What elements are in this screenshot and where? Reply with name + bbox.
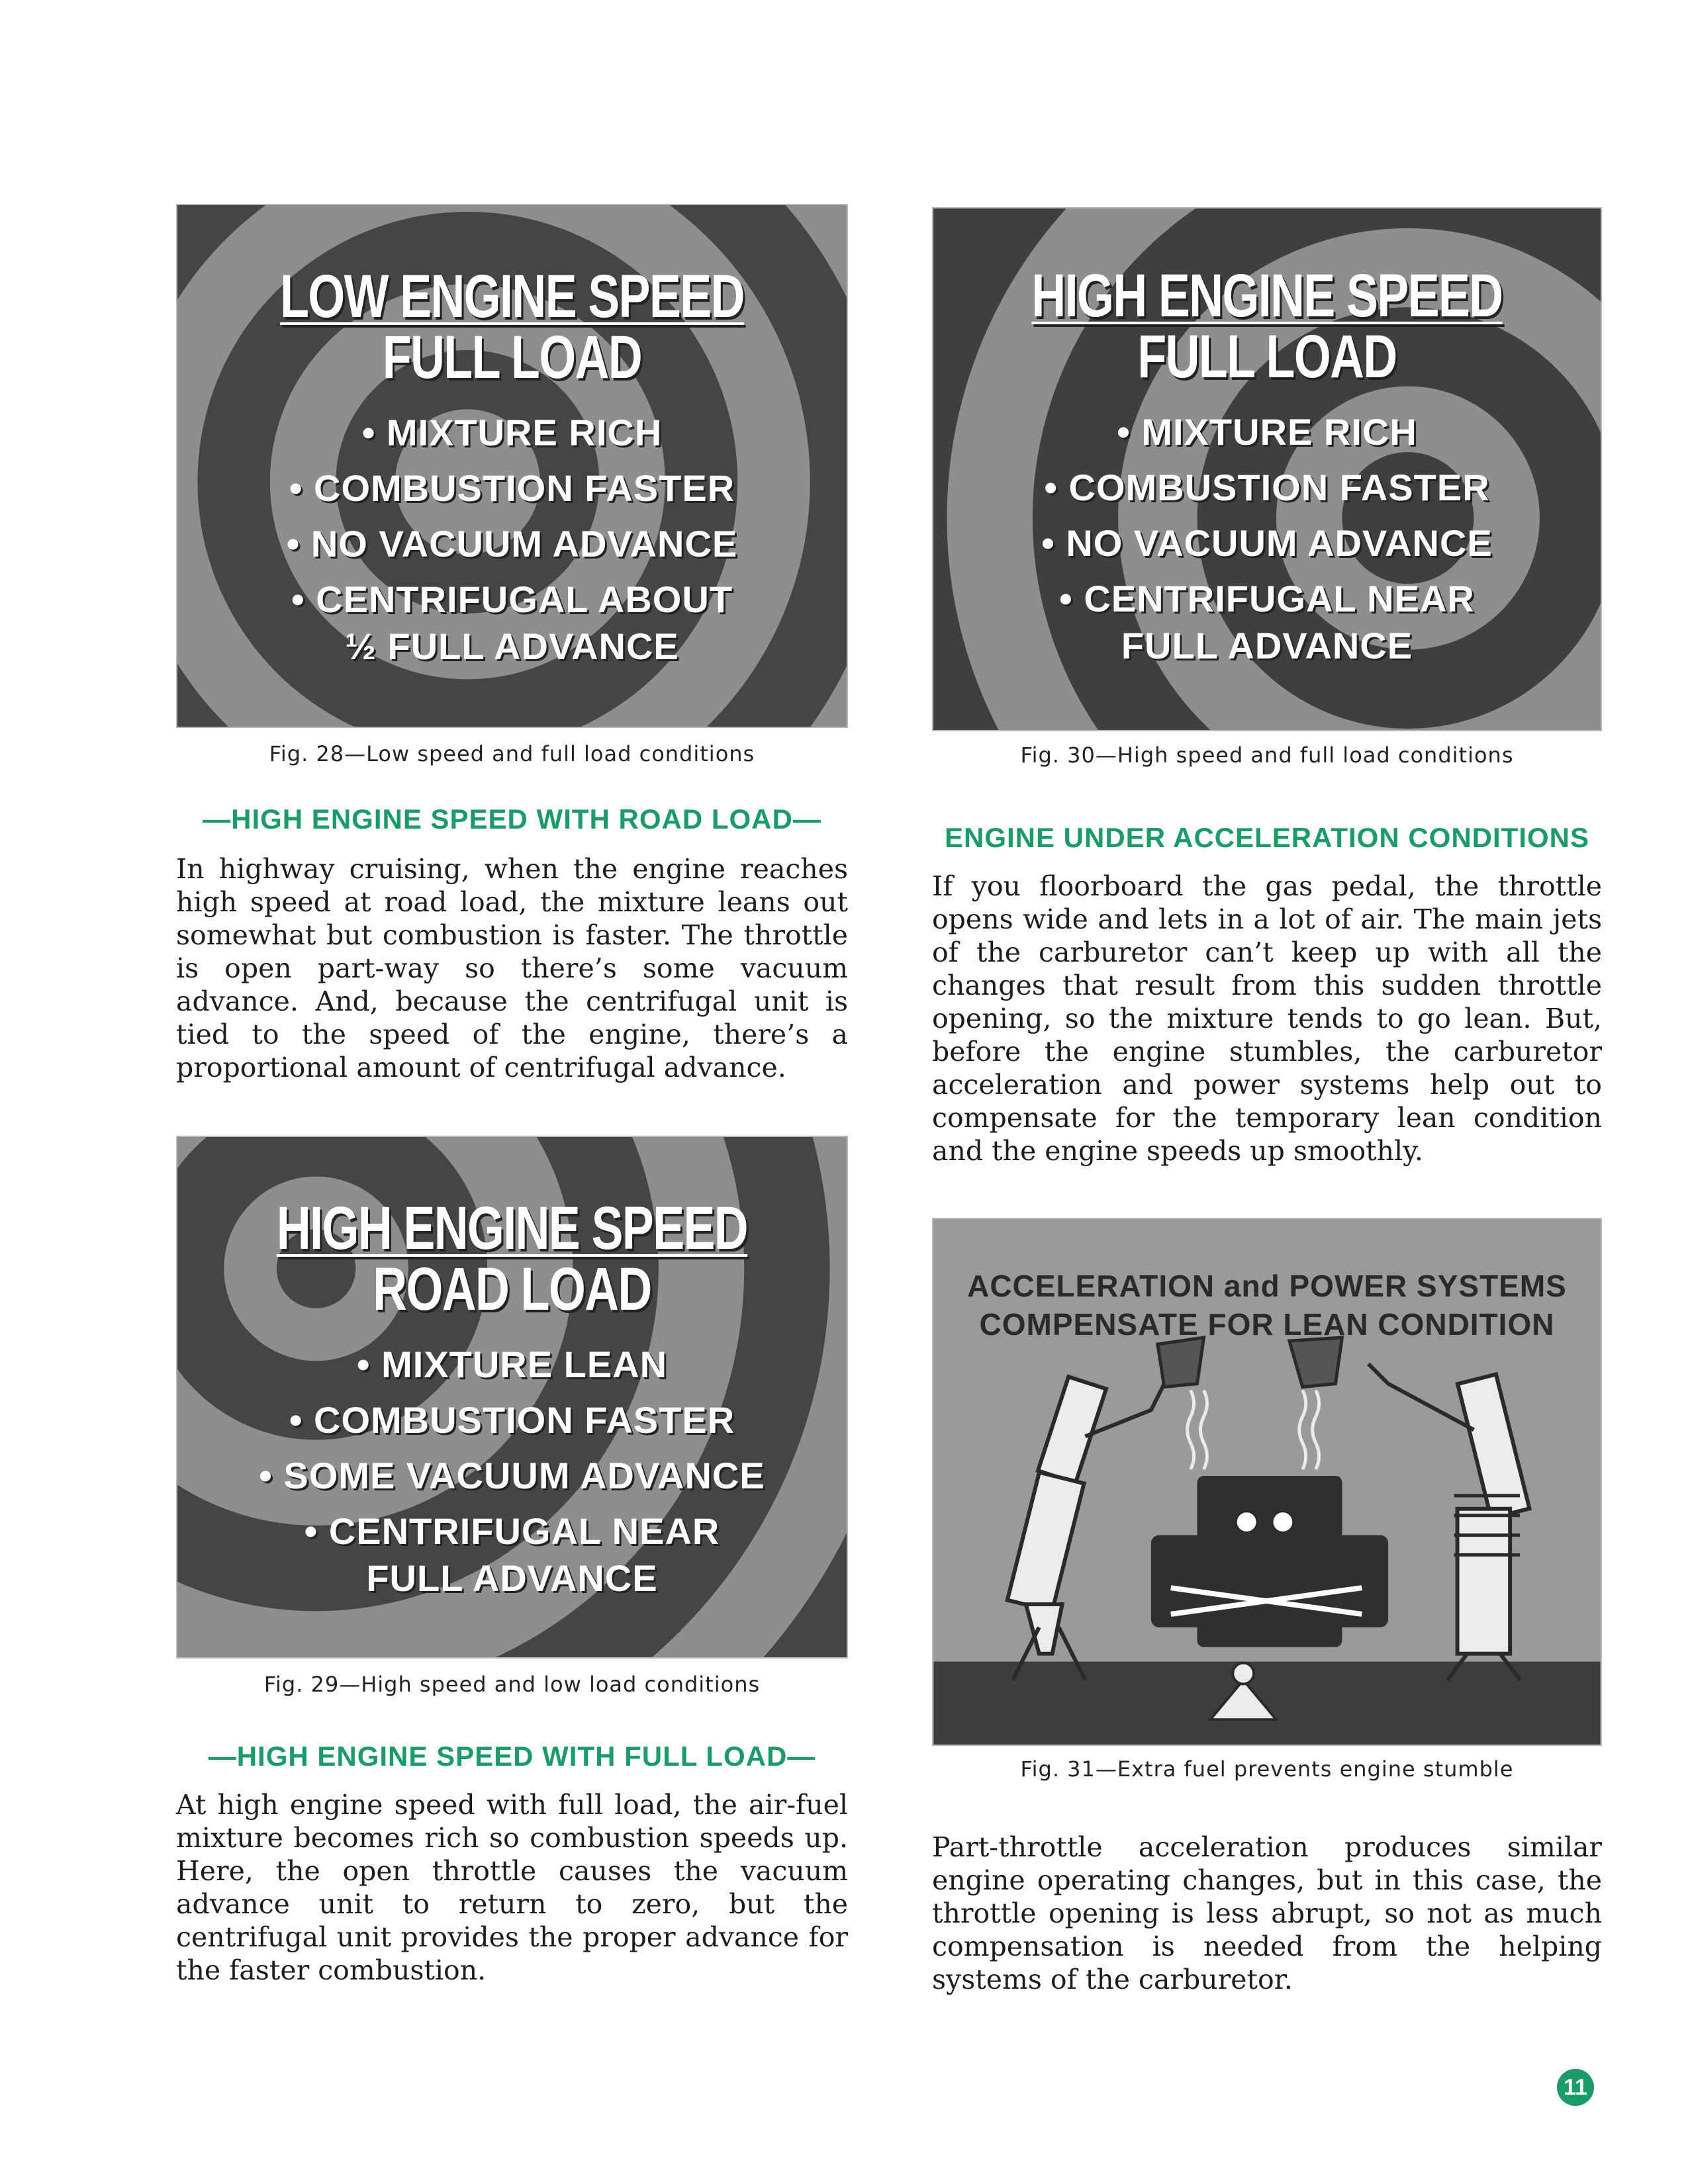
section-heading-acceleration: ENGINE UNDER ACCELERATION CONDITIONS (944, 822, 1590, 853)
slide-bullet: • MIXTURE RICH (361, 412, 663, 453)
slide-title-line: HIGH ENGINE SPEED (276, 1195, 748, 1262)
slide-title-line: LOW ENGINE SPEED (280, 263, 744, 330)
slide-bullet: FULL ADVANCE (1121, 625, 1413, 666)
cartoon-title-line: COMPENSATE FOR LEAN CONDITION (979, 1307, 1555, 1342)
section-body-acceleration: If you floorboard the gas pedal, the throttle opens wide and lets in a lot of air. The main jets of the carburetor can’t keep up with all the changes that result from this sudden throttle opening, so the mixture tends to go lean. But, before the engine stumbles, the carburetor acceleration and power systems help out to compensate for the temporary lean condition and the engine speeds up smoothly. (932, 870, 1602, 1167)
section-heading-full-load: —HIGH ENGINE SPEED WITH FULL LOAD— (208, 1741, 816, 1772)
figure-30 (932, 207, 1602, 731)
figure-30-slide (932, 207, 1602, 731)
slide-bullet: • CENTRIFUGAL ABOUT (291, 578, 733, 620)
slide-bullet: • NO VACUUM ADVANCE (286, 523, 738, 565)
figure-29-caption: Fig. 29—High speed and low load conditions (263, 1672, 761, 1697)
cartoon-title-line: ACCELERATION and POWER SYSTEMS (967, 1269, 1567, 1303)
page-number-badge: 11 (1557, 2069, 1594, 2106)
figure-29-slide (176, 1136, 848, 1659)
figure-29 (176, 1136, 848, 1659)
slide-bullet: • CENTRIFUGAL NEAR (304, 1510, 720, 1552)
slide-bullet: • SOME VACUUM ADVANCE (259, 1455, 765, 1496)
slide-bullet: FULL ADVANCE (366, 1557, 658, 1599)
section-heading-road-load: —HIGH ENGINE SPEED WITH ROAD LOAD— (203, 803, 821, 835)
slide-bullet: • MIXTURE RICH (1117, 411, 1417, 453)
section-body-part-throttle: Part-throttle acceleration produces similar engine operating changes, but in this case, the throttle opening is less abrupt, so not as much compensation is needed from the helping systems of the carburetor. (932, 1831, 1602, 1995)
figure-28-slide (176, 204, 848, 728)
slide-bullet: • CENTRIFUGAL NEAR (1059, 578, 1475, 619)
figure-28-caption: Fig. 28—Low speed and full load conditions (269, 741, 755, 766)
slide-bullet: • COMBUSTION FASTER (289, 467, 735, 509)
slide-title-line: HIGH ENGINE SPEED (1031, 262, 1503, 330)
figure-31-slide (932, 1218, 1602, 1746)
slide-bullet: • MIXTURE LEAN (356, 1343, 668, 1385)
slide-bullet: ½ FULL ADVANCE (345, 625, 679, 667)
section-body-full-load: At high engine speed with full load, the air-fuel mixture becomes rich so combustion speeds up. Here, the open throttle causes the vacuum advance unit to return to zero, but the centrifugal unit provides the proper advance for the faster combustion. (176, 1789, 848, 1986)
slide-bullet: • NO VACUUM ADVANCE (1041, 522, 1493, 564)
figure-28 (176, 204, 848, 728)
figure-30-caption: Fig. 30—High speed and full load conditions (1020, 743, 1514, 768)
slide-bullet: • COMBUSTION FASTER (1044, 467, 1490, 508)
figure-31-caption: Fig. 31—Extra fuel prevents engine stumble (1020, 1756, 1514, 1782)
slide-title-line: FULL LOAD (382, 324, 642, 391)
slide-bullet: • COMBUSTION FASTER (289, 1399, 735, 1441)
slide-title-line: FULL LOAD (1137, 323, 1397, 390)
section-body-road-load: In highway cruising, when the engine reaches high speed at road load, the mixture leans out somewhat but combustion is faster. The throttle is open part-way so there’s some vacuum advance. And, because the centrifugal unit is tied to the speed of the engine, there’s a proportional amount of centrifugal advance. (176, 853, 848, 1083)
figure-31 (932, 1218, 1602, 1746)
slide-title-line: ROAD LOAD (373, 1255, 651, 1323)
